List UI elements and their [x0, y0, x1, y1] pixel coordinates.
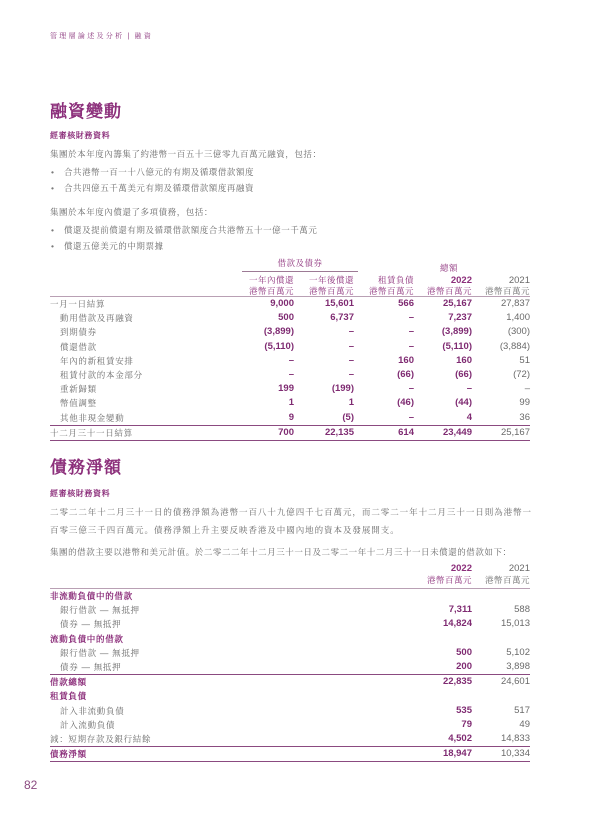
cell-value: 1,400 — [506, 312, 530, 324]
cell-value: (300) — [507, 326, 530, 338]
cell-value: 51 — [519, 354, 530, 366]
cell-value — [472, 632, 530, 646]
cell-value: 15,013 — [500, 618, 530, 630]
cell-value: 535 — [456, 704, 472, 716]
table-row — [50, 325, 530, 339]
column-header-year: 2021 — [508, 275, 530, 286]
section-title-net-debt: 債務淨額 — [50, 458, 122, 477]
table-row — [50, 732, 530, 747]
cell-value: – — [348, 340, 354, 352]
row-label: 流動負債中的借款 — [50, 633, 124, 644]
financing-changes-table — [50, 296, 530, 441]
cell-value: 7,311 — [448, 604, 472, 616]
cell-value: 3,898 — [506, 661, 530, 673]
column-header: 租賃負債 — [377, 275, 414, 285]
bullet-item — [50, 182, 254, 194]
running-header-section: 管理層論述及分析 — [50, 33, 125, 40]
bullet-text: 合共港幣一百一十八億元的有期及循環借款額度 — [64, 167, 255, 177]
table-row — [50, 660, 530, 675]
cell-value: – — [288, 354, 294, 366]
row-label: 重新歸類 — [60, 384, 97, 395]
table-row — [50, 354, 530, 368]
column-unit: 港幣百萬元 — [308, 286, 354, 296]
cell-value: 500 — [456, 646, 472, 658]
cell-value: 36 — [519, 411, 530, 423]
bullet-text: 償還及提前償還有期及循環借款額度合共港幣五十一億一千萬元 — [64, 225, 318, 235]
cell-value: 25,167 — [442, 298, 472, 309]
row-label: 年內的新租賃安排 — [60, 355, 134, 366]
row-label: 到期債券 — [60, 327, 97, 338]
table-row — [50, 297, 530, 312]
cell-value: – — [408, 312, 414, 324]
cell-value — [472, 589, 530, 604]
table-row-heading — [50, 589, 530, 604]
cell-value: – — [408, 383, 414, 395]
row-label: 償還借款 — [60, 341, 97, 352]
table-row — [50, 311, 530, 325]
cell-value: – — [408, 326, 414, 338]
bullet-dot-icon: • — [51, 241, 55, 251]
row-label: 債券 — 無抵押 — [60, 662, 122, 673]
cell-value — [414, 689, 472, 703]
row-label: 計入非流動負債 — [60, 705, 125, 716]
column-header-year: 2021 — [508, 563, 530, 574]
cell-value — [414, 589, 472, 604]
cell-value: 4 — [466, 411, 472, 423]
net-debt-paragraph: 二零二二年十二月三十一日的債務淨額為港幣一百八十九億四千七百萬元，而二零二一年十二月三十一日則為港幣一百零三億三千四百萬元。債務淨額上升主要反映香港及中國內地的資本及發展開支。 — [50, 507, 532, 535]
table-row-total — [50, 747, 530, 762]
bullet-dot-icon: • — [51, 225, 55, 235]
repayment-paragraph: 集團於本年度內償還了多項債務，包括： — [50, 207, 213, 217]
cell-value: 200 — [456, 661, 472, 673]
table-row — [50, 368, 530, 382]
cell-value: – — [408, 340, 414, 352]
cell-value: (5,110) — [442, 340, 472, 352]
cell-value: 27,837 — [500, 298, 530, 309]
row-label: 動用借款及再融資 — [60, 313, 134, 324]
cell-value: – — [288, 369, 294, 381]
audited-label: 經審核財務資料 — [50, 131, 111, 140]
cell-value: 4,502 — [448, 733, 472, 745]
page-number: 82 — [24, 778, 38, 792]
row-label: 債務淨額 — [50, 747, 414, 762]
section-title-financing-changes: 融資變動 — [50, 102, 122, 121]
bullet-item — [50, 166, 254, 178]
column-header-year: 2022 — [450, 563, 472, 574]
borrowings-intro-paragraph: 集團的借款主要以港幣和美元計值。於二零二二年十二月三十一日及二零二一年十二月三十一日未償還的借款如下： — [50, 547, 512, 557]
row-label: 非流動負債中的借款 — [50, 591, 133, 601]
cell-value: 15,601 — [324, 298, 354, 309]
row-label: 減：短期存款及銀行結餘 — [50, 734, 152, 745]
cell-value: (3,884) — [499, 340, 530, 352]
row-label: 計入流動負債 — [60, 719, 116, 730]
bullet-item — [50, 240, 164, 252]
column-unit: 港幣百萬元 — [484, 286, 530, 296]
cell-value: 22,135 — [294, 425, 354, 440]
cell-value: 199 — [278, 383, 294, 395]
running-header-separator: | — [127, 33, 132, 40]
cell-value: 25,167 — [472, 425, 530, 440]
cell-value: 23,449 — [414, 425, 472, 440]
table-row — [50, 396, 530, 410]
cell-value: 160 — [456, 354, 472, 366]
cell-value: – — [348, 326, 354, 338]
cell-value: 99 — [519, 397, 530, 409]
table-row-total — [50, 425, 530, 440]
cell-value: 79 — [461, 718, 472, 730]
column-unit: 港幣百萬元 — [426, 286, 472, 296]
cell-value: 49 — [519, 718, 530, 730]
table-row — [50, 617, 530, 631]
audited-label: 經審核財務資料 — [50, 489, 111, 498]
column-unit: 港幣百萬元 — [368, 286, 414, 296]
bullet-text: 償還五億美元的中期票據 — [64, 241, 164, 251]
cell-value: – — [348, 369, 354, 381]
cell-value: (3,899) — [263, 326, 294, 338]
cell-value: (199) — [331, 383, 354, 395]
cell-value: 160 — [398, 354, 414, 366]
table-row — [50, 646, 530, 660]
cell-value: 7,237 — [448, 312, 472, 324]
column-header: 一年內償還 — [248, 275, 294, 285]
cell-value: – — [466, 383, 472, 395]
column-unit: 港幣百萬元 — [426, 575, 472, 585]
cell-value: (3,899) — [441, 326, 472, 338]
cell-value: (46) — [397, 397, 414, 409]
cell-value: – — [408, 411, 414, 423]
row-label: 幣值調整 — [60, 398, 97, 409]
running-header-topic: 融資 — [134, 33, 154, 40]
bullet-dot-icon: • — [51, 183, 55, 193]
cell-value: 14,833 — [500, 733, 530, 745]
table-row — [50, 382, 530, 396]
cell-value: 1 — [348, 397, 354, 409]
table-row — [50, 718, 530, 732]
bullet-text: 合共四億五千萬美元有期及循環借款額度再融資 — [64, 183, 255, 193]
cell-value: 18,947 — [414, 747, 472, 762]
cell-value: (66) — [397, 369, 414, 381]
row-label: 其他非現金變動 — [60, 412, 125, 423]
cell-value: 1 — [288, 397, 294, 409]
table-group-header-borrowings-bonds: 借款及債券 — [242, 258, 358, 272]
row-label: 十二月三十一日結算 — [50, 425, 234, 440]
column-header-total: 總額 — [439, 263, 458, 273]
row-label: 借款總額 — [50, 675, 414, 690]
financing-raised-paragraph: 集團於本年度內籌集了約港幣一百五十三億零九百萬元融資，包括： — [50, 149, 322, 159]
row-label: 銀行借款 — 無抵押 — [60, 605, 140, 616]
cell-value — [414, 632, 472, 646]
running-header — [50, 31, 153, 41]
column-unit: 港幣百萬元 — [484, 575, 530, 585]
bullet-dot-icon: • — [51, 167, 55, 177]
cell-value: (44) — [455, 397, 472, 409]
cell-value: 9 — [288, 411, 294, 423]
table-row-subtotal — [50, 675, 530, 690]
cell-value: 614 — [354, 425, 414, 440]
cell-value: 588 — [514, 604, 530, 616]
cell-value: (5) — [342, 411, 354, 423]
cell-value — [472, 689, 530, 703]
cell-value: – — [524, 383, 530, 395]
table-row — [50, 340, 530, 354]
cell-value: 10,334 — [472, 747, 530, 762]
table-row — [50, 411, 530, 426]
row-label: 債券 — 無抵押 — [60, 619, 122, 630]
cell-value: 500 — [278, 312, 294, 324]
cell-value: (72) — [513, 369, 530, 381]
cell-value: 517 — [514, 704, 530, 716]
table-row-heading — [50, 632, 530, 646]
table-row — [50, 704, 530, 718]
cell-value: (66) — [455, 369, 472, 381]
column-unit: 港幣百萬元 — [248, 286, 294, 296]
cell-value: 24,601 — [472, 675, 530, 690]
cell-value: (5,110) — [264, 340, 294, 352]
column-header-year: 2022 — [450, 275, 472, 286]
table-row — [50, 603, 530, 617]
row-label: 租賃負債 — [50, 691, 87, 702]
cell-value: 700 — [234, 425, 294, 440]
row-label: 銀行借款 — 無抵押 — [60, 647, 140, 658]
net-debt-table — [50, 588, 530, 762]
cell-value: 9,000 — [270, 298, 294, 309]
cell-value: 14,824 — [442, 618, 472, 630]
cell-value: – — [348, 354, 354, 366]
table-row-heading — [50, 689, 530, 703]
row-label: 一月一日結算 — [50, 299, 106, 309]
row-label: 租賃付款的本金部分 — [60, 370, 143, 381]
cell-value: 6,737 — [330, 312, 354, 324]
column-header: 一年後償還 — [308, 275, 354, 285]
cell-value: 5,102 — [506, 646, 530, 658]
bullet-item — [50, 224, 317, 236]
cell-value: 22,835 — [414, 675, 472, 690]
cell-value: 566 — [398, 298, 414, 309]
